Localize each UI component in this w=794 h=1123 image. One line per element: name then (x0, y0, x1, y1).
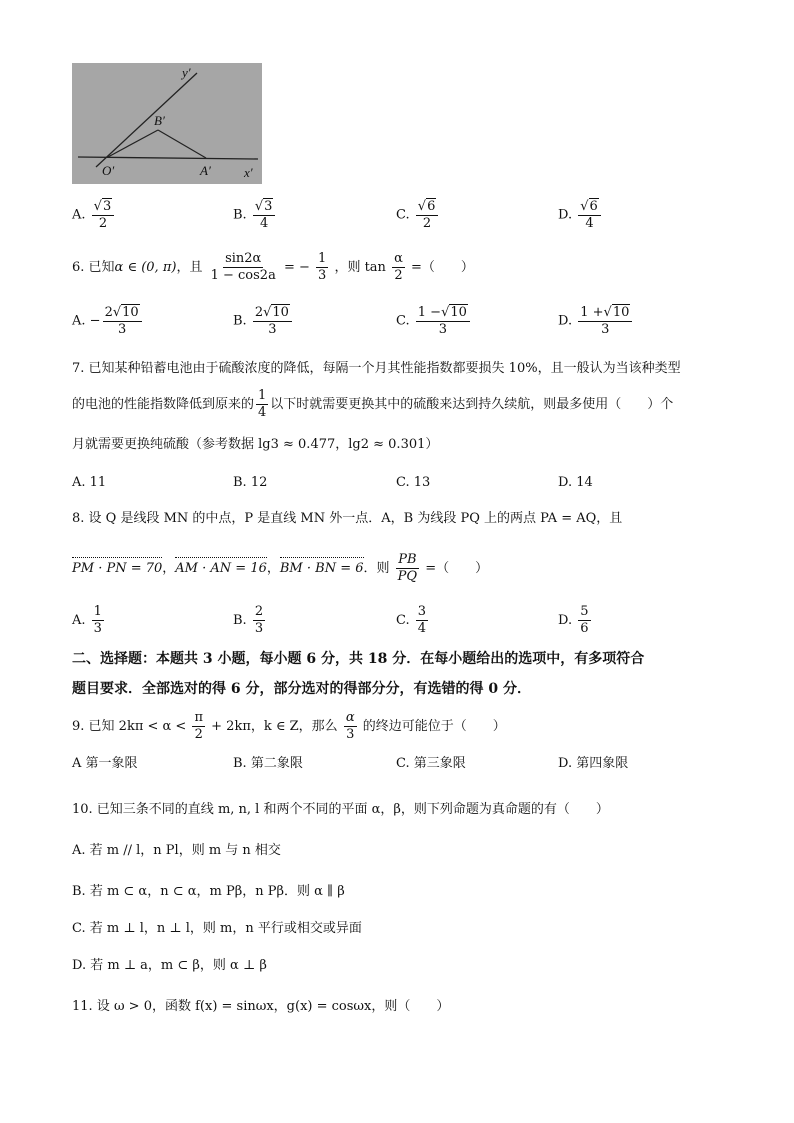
section-2-heading-line-1: 二、选择题：本题共 3 小题，每小题 6 分，共 18 分．在每小题给出的选项中，有多项符合 (72, 651, 645, 667)
q7-option-b: B. 12 (233, 475, 268, 490)
q5-option-a: A. √ 3 2 (72, 198, 116, 232)
q10-option-c: C. 若 m ⊥ l，n ⊥ l，则 m，n 平行或相交或异面 (72, 921, 362, 936)
q10-stem: 10. 已知三条不同的直线 m, n, l 和两个不同的平面 α，β，则下列命题为真命题的有（ ） (72, 802, 609, 817)
label-B: B′ (154, 113, 165, 128)
q5-option-c: C. √ 6 2 (396, 198, 440, 232)
q8-line-2: PM · PN = 70，AM · AN = 16，BM · BN = 6．则 $\frac{PB}{PQ}$ =（ ） (72, 552, 489, 584)
q9-option-b: B. 第二象限 (233, 756, 303, 771)
q9-option-c: C. 第三象限 (396, 756, 466, 771)
q10-option-a: A. 若 m // l，n Pl，则 m 与 n 相交 (72, 843, 281, 858)
q10-option-b: B. 若 m ⊂ α，n ⊂ α，m Pβ，n Pβ．则 α ∥ β (72, 884, 345, 899)
y-axis (96, 73, 197, 167)
label-O: O′ (102, 163, 115, 178)
q7-option-d: D. 14 (558, 475, 593, 490)
q8-line-1: 8. 设 Q 是线段 MN 的中点，P 是直线 MN 外一点．A，B 为线段 PQ 上的两点 PA = AQ，且 (72, 511, 623, 526)
q7-option-c: C. 13 (396, 475, 431, 490)
q6-option-b: B. 2 √ 10 3 (233, 304, 294, 338)
q9-option-a: A 第一象限 (72, 756, 138, 771)
q6-option-a: A. − 2 √ 10 3 (72, 304, 144, 338)
label-x: x′ (244, 165, 253, 180)
q7-option-a: A. 11 (72, 475, 107, 490)
q7-line-1: 7. 已知某种铅蓄电池由于硫酸浓度的降低，每隔一个月其性能指数都要损失 10%，且一般认为当该种类型 (72, 361, 681, 376)
oblique-axes-diagram (72, 63, 262, 184)
q11-stem: 11. 设 ω > 0，函数 f(x) = sinωx，g(x) = cosωx，则（ ） (72, 999, 450, 1014)
q5-option-b: B. √ 3 4 (233, 198, 277, 232)
q8-option-c: C. $\frac{3}{4}$ (396, 604, 427, 636)
q6-option-c: C. 1 − √ 10 3 (396, 304, 472, 338)
label-y: y′ (182, 65, 191, 80)
q8-option-a: A. $\frac{1}{3}$ (72, 604, 102, 636)
section-2-heading-line-2: 题目要求．全部选对的得 6 分，部分选对的得部分分，有选错的得 0 分． (72, 681, 531, 697)
q10-option-d: D. 若 m ⊥ a，m ⊂ β，则 α ⊥ β (72, 958, 267, 973)
geometry-figure (72, 63, 262, 184)
q6-stem: 6. 已知α ∈ (0, π)，且 $\frac{\sin 2\alpha}{1 - \cos 2a}$ = − $\frac{1}{3}$ ，则 tan $\frac{\alpha}{2}$ =（ ） (72, 251, 474, 283)
q7-line-2: 的电池的性能指数降低到原来的 $\frac{1}{4}$ 以下时就需要更换其中的硫酸来达到持久续航，则最多使用（ ）个 (72, 388, 674, 420)
q7-line-3: 月就需要更换纯硫酸（参考数据 lg3 ≈ 0.477，lg2 ≈ 0.301） (72, 437, 439, 452)
segment-OB (108, 130, 158, 157)
q8-option-d: D. $\frac{5}{6}$ (558, 604, 589, 636)
label-A: A′ (200, 163, 211, 178)
q9-option-d: D. 第四象限 (558, 756, 629, 771)
q6-option-d: D. 1 + √ 10 3 (558, 304, 634, 338)
segment-BA (158, 130, 206, 158)
q9-stem: 9. 已知 2kπ < α < $\frac{\pi}{2}$ + 2kπ，k ∈ Z，那么 $\frac{\alpha}{3}$ 的终边可能位于（ ） (72, 710, 506, 742)
q8-option-b: B. $\frac{2}{3}$ (233, 604, 264, 636)
q5-option-d: D. √ 6 4 (558, 198, 603, 232)
